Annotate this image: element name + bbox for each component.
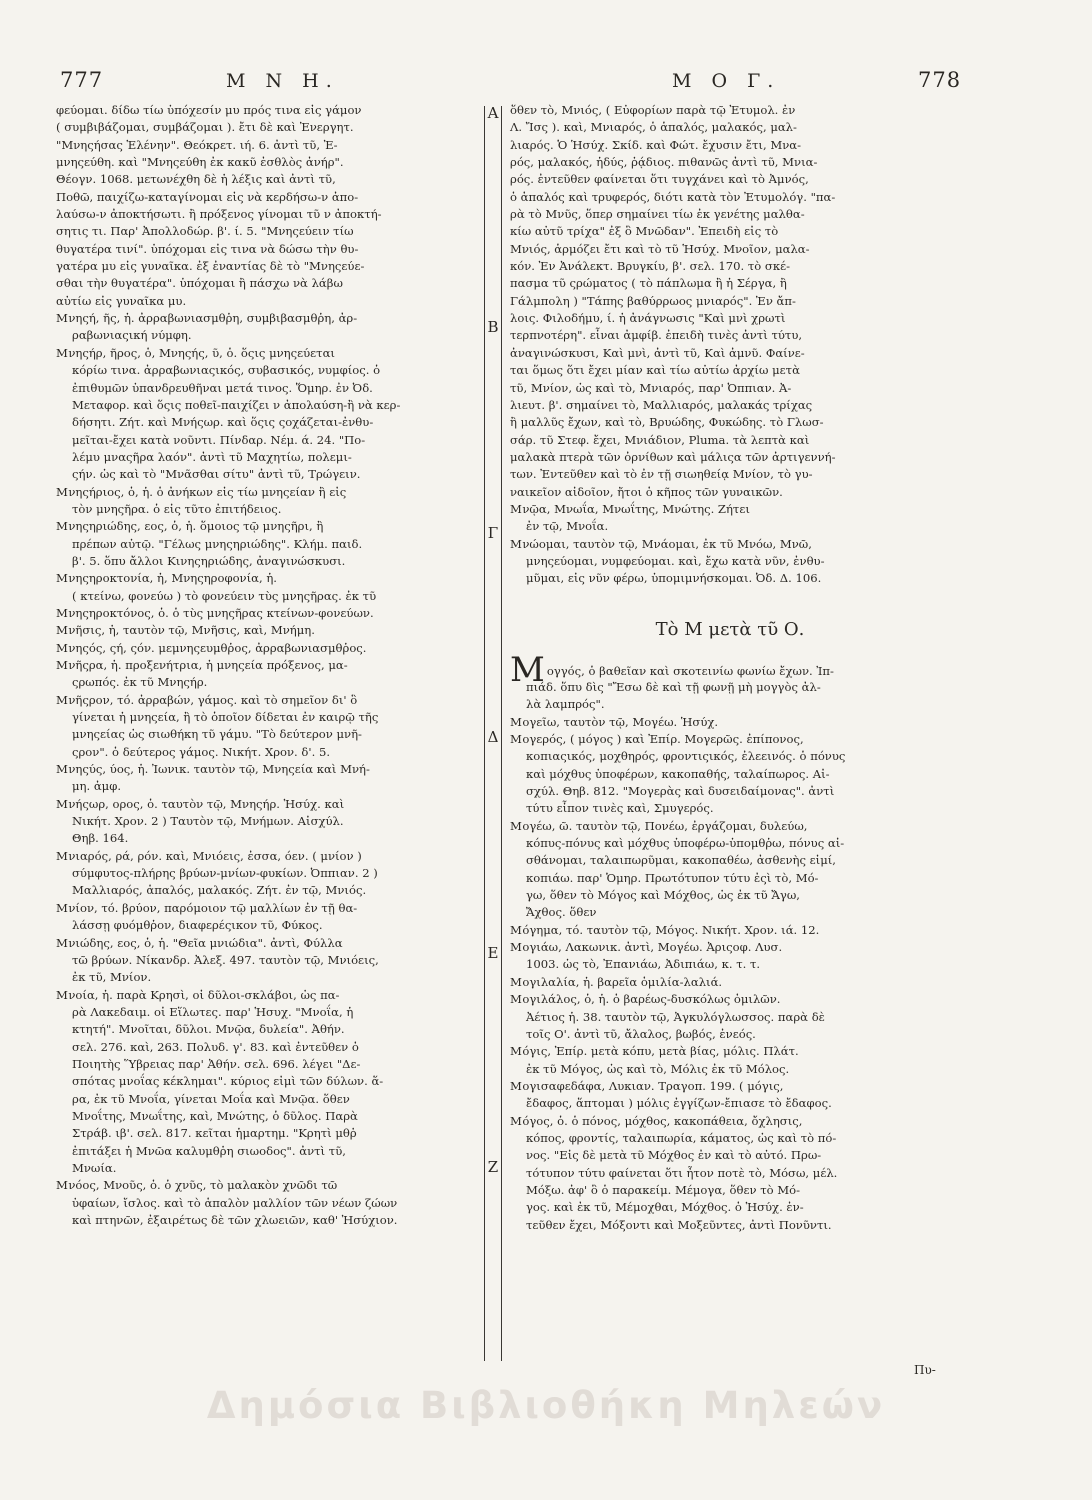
text-line: ρα, ἐκ τῦ Μνοΐα, γίνεται Μοΐα καὶ Μνῷα. ὅθεν (72, 1091, 350, 1106)
text-line: ρός. ἐντεῦθεν φαίνεται ὅτι τυγχάνει καὶ τὸ Ἀμνός, (510, 172, 809, 187)
text-line: αὐτίω εἰς γυναῖκα μυ. (56, 293, 187, 308)
text-line: γίνεται ἡ μνηςεία, ἢ τὸ ὁποῖον δίδεται ἐν καιρῷ τῆς (72, 710, 379, 725)
text-line: κόπος, φροντίς, ταλαιπωρία, κάματος, ὡς καὶ τὸ πό- (526, 1130, 837, 1145)
text-line: Νικήτ. Χρον. 2 ) Ταυτὸν τῷ, Μνήμων. Αἰσχύλ. (72, 814, 344, 829)
column-rule-right (501, 106, 502, 1361)
text-line: ( κτείνω, φονεύω ) τὸ φονεύειν τὺς μνηςῆρας. ἐκ τῦ (72, 588, 377, 603)
section-mark-zeta: Ζ (487, 1158, 499, 1176)
text-line: τερπνοτέρη". εἶναι ἀμφίβ. ἐπειδὴ τινὲς ἀντὶ τύτυ, (510, 328, 803, 343)
text-line: λοις. Φιλοδήμυ, ί. ἡ ἀνάγνωσις "Καὶ μνὶ χρωτὶ (510, 311, 786, 326)
text-line: σελ. 276. καὶ, 263. Πολυδ. γ'. 83. καὶ ἐντεῦθεν ὁ (72, 1039, 359, 1054)
text-line: μαλακὰ πτερὰ τῶν ὀρνίθων καὶ μάλιςα τῶν ἀρτιγεννή- (510, 449, 836, 464)
text-line: ἔδαφος, ἅπτομαι ) μόλις ἐγγίζων-ἔπιασε τὸ ἔδαφος. (526, 1096, 832, 1111)
text-line: των. Ἐντεῦθεν καὶ τὸ ἐν τῇ σιωηθείᾳ Μνίον, τὸ γυ- (510, 467, 813, 482)
right-running-head: Μ Ο Γ. (672, 70, 781, 92)
text-line: Μνοΐτης, Μνωΐτης, καὶ, Μνώτης, ὁ δῦλος. Παρὰ (72, 1108, 358, 1123)
text-line: κόν. Ἐν Ἀνάλεκτ. Βρυγκίυ, β'. σελ. 170. τὸ σκέ- (510, 259, 790, 274)
text-line: θυγατέρα τινί". ὑπόχομαι εἰς τινα νὰ δώσω τὴν θυ- (56, 241, 359, 256)
entry-headword-line: Μογγός, ὁ βαθεῖαν καὶ σκοτεινίω φωνίω ἔχων. Ἰπ- (510, 649, 834, 690)
text-line: γατέρα μυ εἰς γυναῖκα. ἐξ ἐναντίας δὲ τὸ "Μνηςεύε- (56, 259, 365, 274)
text-line: γος. καὶ ἐκ τῦ, Μέμοχθαι, Μόχθος. ὁ Ἡσύχ. ἐν- (526, 1200, 804, 1215)
section-mark-gamma: Γ (487, 524, 499, 542)
text-line: μεῖται-ἔχει κατὰ νοῦντι. Πίνδαρ. Νέμ. ά. 24. "Πο- (72, 432, 366, 447)
text-line: ςρον". ὁ δεύτερος γάμος. Νικήτ. Χρον. δ'. 5. (72, 744, 331, 759)
text-line: ὁ ἁπαλός καὶ τρυφερός, διότι κατὰ τὸν Ἐτυμολόγ. "πα- (510, 189, 836, 204)
entry-headword-line: Μνώομαι, ταυτὸν τῷ, Μνάομαι, ἐκ τῦ Μνόω, Μνῶ, (510, 536, 812, 551)
text-line: λιαρός. Ὁ Ἡσύχ. Σκίδ. καὶ Φώτ. ἔχυσιν ἔτι, Μνα- (510, 137, 801, 152)
section-heading: Τὸ Μ μετὰ τῦ Ο. (655, 618, 805, 640)
text-line: λάσσῃ φυόμθῥον, διαφερέςικον τῦ, Φύκος. (72, 918, 323, 933)
text-line: καὶ μόχθυς ὑποφέρων, κακοπαθής, ταλαίπωρος. Αἰ- (526, 766, 830, 781)
entry-headword-line: Μνηςή, ῆς, ἡ. ἀρραβωνιασμθῥη, συμβιβασμθῥη, ἀρ- (56, 311, 358, 326)
text-line: πρέπων αὐτῷ. "Γέλως μνηςηριώδης". Κλήμ. παιδ. (72, 536, 363, 551)
library-watermark: Δημόσια Βιβλιοθήκη Μηλεών (206, 1384, 886, 1427)
right-column (510, 102, 950, 1234)
text-line: ρὰ Λακεδαιμ. οἱ Εἵλωτες. παρ' Ἡσυχ. "Μνοΐα, ἡ (72, 1004, 354, 1019)
text-line: κοπιάω. παρ' Ὁμηρ. Πρωτότυπον τύτυ ἐςὶ τὸ, Μό- (526, 870, 819, 885)
text-line: γω, ὅθεν τὸ Μόγος καὶ Μόχθος, ὡς ἐκ τῦ Ἄγω, (526, 888, 800, 903)
text-line: λέμυ μναςῆρα λαόν". ἀντὶ τῦ Μαχητίω, πολεμι- (72, 449, 352, 464)
entry-headword-line: Μνιώδης, εος, ὁ, ἡ. "Θεῖα μνιώδια". ἀντὶ, Φύλλα (56, 935, 343, 950)
text-line: τοῖς Ο'. ἀντὶ τῦ, ἄλαλος, βωβός, ἐνεός. (526, 1026, 756, 1041)
text-line: ςήν. ὡς καὶ τὸ "Μνᾶσθαι σίτυ" ἀντὶ τῦ, Τρώγειν. (72, 467, 361, 482)
text-line: ἀναγινώσκυσι, Καὶ μνὶ, ἀντὶ τῦ, Καὶ ἀμνῦ. Φαίνε- (510, 345, 805, 360)
text-line: μη. ἀμφ. (72, 779, 122, 794)
entry-headword-line: Μόγημα, τό. ταυτὸν τῷ, Μόγος. Νικήτ. Χρον. ιά. 12. (510, 922, 820, 937)
text-line: δήσητι. Ζήτ. καὶ Μνήςωρ. καὶ ὅςις ςοχάζεται-ἐνθυ- (72, 415, 374, 430)
entry-headword-line: Μνῆςρον, τό. ἀρραβών, γάμος. καὶ τὸ σημεῖον δι' ὃ (56, 692, 358, 707)
section-mark-delta: Δ (487, 728, 499, 746)
entry-headword-line: Μνῆσις, ἡ, ταυτὸν τῷ, Μνῆσις, καὶ, Μνήμη. (56, 623, 315, 638)
text-line: σύμφυτος-πλήρης βρύων-μνίων-φυκίων. Ὀππιαν. 2 ) (72, 866, 378, 881)
text-line: λαύσω-ν ἀποκτήσωτι. ἢ πρόξενος γίνομαι τῦ ν ἀποκτή- (56, 207, 382, 222)
text-line: ἢ μαλλῦς ἔχων, καὶ τὸ, Βρυώδης, Φυκώδης. τὸ Γλωσ- (510, 415, 824, 430)
text-line: ( συμβιβάζομαι, συμβάζομαι ). ἔτι δὲ καὶ Ἐνεργητ. (56, 120, 354, 135)
entry-headword-line: Μνηςήριος, ὁ, ἡ. ὁ ἀνήκων εἰς τίω μνηςείαν ἢ εἰς (56, 484, 347, 499)
text-line: Θέογν. 1068. μετωνέχθη δὲ ἡ λέξις καὶ ἀντὶ τῦ, (56, 172, 336, 187)
text-line: Ποθῶ, παιχίζω-καταγίνομαι εἰς νὰ κερδήσω-ν ἀπο- (56, 189, 359, 204)
entry-headword-line: Μόγις, Ἐπίρ. μετὰ κόπυ, μετὰ βίας, μόλις. Πλάτ. (510, 1044, 799, 1059)
text-line: Λ. Ἴσς ). καὶ, Μνιαρός, ὁ ἁπαλός, μαλακός, μαλ- (510, 120, 797, 135)
entry-headword-line: Μνηςήρ, ῆρος, ὁ, Μνηςής, ῦ, ὁ. ὅςις μνηςεύεται (56, 345, 335, 360)
text-line: σητις τι. Παρ' Ἀπολλοδώρ. β'. ί. 5. "Μνηςεύειν τίω (56, 224, 354, 239)
entry-headword-line: Μνίον, τό. βρύον, παρόμοιον τῷ μαλλίων ἐν τῇ θα- (56, 900, 358, 915)
entry-headword-line: Μνηςύς, ύος, ἡ. Ἰωνικ. ταυτὸν τῷ, Μνηςεία καὶ Μνή- (56, 762, 370, 777)
entry-headword-line: Μνῷα, Μνωΐα, Μνωΐτης, Μνώτης. Ζήτει (510, 501, 750, 516)
text-line: "Μνηςήσας Ἑλένην". Θεόκρετ. ιή. 6. ἀντὶ τῦ, Ἐ- (56, 137, 338, 152)
text-line: ἐκ τῦ, Μνίον. (72, 970, 152, 985)
section-mark-alpha: Α (487, 104, 499, 122)
entry-headword-line: Μνῆςρα, ἡ. προξενήτρια, ἡ μνηςεία πρόξενος, μα- (56, 658, 348, 672)
drop-cap-letter: Μ (510, 649, 545, 690)
entry-headword-line: Μνόος, Μνοῦς, ὁ. ὁ χνῦς, τὸ μαλακὸν χνῶδι τῶ (56, 1178, 338, 1193)
text-line: τῦ, Μνίον, ὡς καὶ τὸ, Μνιαρός, παρ' Ὀππιαν. Ἀ- (510, 380, 792, 395)
text-line: Ἀέτιος ἡ. 38. ταυτὸν τῷ, Ἀγκυλόγλωσσος. παρὰ δὲ (526, 1009, 825, 1024)
text-line: σάρ. τῦ Στεφ. ἔχει, Μνιάδιον, Pluma. τὰ λεπτὰ καὶ (510, 432, 810, 447)
text-line: σπότας μνοΐας κέκλημαι". κύριος εἰμὶ τῶν δύλων. ἅ- (72, 1074, 384, 1089)
text-line: Ποιητὴς Ὕβρειας παρ' Ἀθήν. σελ. 696. λέγει "Δε- (72, 1056, 361, 1071)
entry-headword-line: Μογιλάλος, ὁ, ἡ. ὁ βαρέως-δυσκόλως ὁμιλῶν. (510, 992, 781, 1007)
text-line: Μνωία. (72, 1160, 117, 1175)
text-line: κίω αὐτῦ τρίχα" ἐξ ὃ Μνῶδαν". Ἐπειδὴ εἰς τὸ (510, 224, 779, 239)
text-line: Ἄχθος. ὅθεν (526, 905, 597, 920)
text-line: σχύλ. Θηβ. 812. "Μογερὰς καὶ δυσειδαίμονας". ἀντὶ (526, 784, 835, 799)
entry-headword-line: Μόγος, ὁ. ὁ πόνος, μόχθος, κακοπάθεια, ὄχλησις, (510, 1113, 803, 1128)
text-line: ὑφαίων, ἴσλος. καὶ τὸ ἁπαλὸν μαλλίον τῶν νέων ζώων (72, 1195, 398, 1210)
text-line: Στράβ. ιβ'. σελ. 817. κεῖται ἡμαρτημ. "Κρητὶ μθῥ (72, 1126, 357, 1141)
left-page-number: 777 (60, 68, 104, 92)
right-page-number: 778 (918, 68, 962, 92)
text-line: Μαλλιαρός, ἁπαλός, μαλακός. Ζήτ. ἐν τῷ, Μνιός. (72, 883, 367, 898)
text-line: 1003. ὡς τὸ, Ἐπανιάω, Ἀδιπιάω, κ. τ. τ. (526, 957, 761, 972)
text-line: τεῦθεν ἔχει, Μόξοντι καὶ Μοξεῦντες, ἀντὶ Πονῦντι. (526, 1217, 832, 1232)
text-line: κόρίω τινα. ἀρραβωνιαςικός, συβασικός, νυμφίος. ὁ (72, 363, 381, 378)
text-line: β'. 5. ὅπυ ἄλλοι Κινηςηριώδης, ἀναγινώσκυσι. (72, 553, 346, 568)
text-line: κτητή". Μνοῖται, δῦλοι. Μνῷα, δυλεία". Ἀθήν. (72, 1022, 345, 1037)
section-mark-beta: Β (487, 318, 499, 336)
text-line: ρὰ τὸ Μνῦς, ὅπερ σημαίνει τίω ἐκ γενέτης μαλθα- (510, 207, 805, 222)
text-line: νος. "Εἰς δὲ μετὰ τῦ Μόχθος ἐν καὶ τὸ αὐτό. Πρω- (526, 1148, 822, 1163)
text-line: Μεταφορ. καὶ ὅςις ποθεῖ-παιχίζει ν ἀπολαύση-ἢ νὰ κερ- (72, 397, 401, 412)
text-line: μνηςείας ὡς σιωθήκη τῦ γάμυ. "Τὸ δεύτερον μνῆ- (72, 727, 362, 742)
entry-headword-line: Μογιλαλία, ἡ. βαρεῖα ὁμιλία-λαλιά. (510, 974, 723, 989)
text-line: τύτυ εἶπον τινὲς καὶ, Σμυγερός. (526, 801, 714, 816)
text-line: ςρωπός. ἐκ τῦ Μνηςήρ. (72, 675, 208, 690)
text-line: πιάδ. ὅπυ δὶς "Ἔσω δὲ καὶ τῇ φωνῇ μὴ μογγὸς ἀλ- (526, 679, 821, 694)
left-running-head: Μ Ν Η. (226, 70, 339, 92)
text-line: λιευτ. β'. σημαίνει τὸ, Μαλλιαρός, μαλακάς τρίχας (510, 397, 813, 412)
text-line: σθαι τὴν θυγατέρα". ὑπόχομαι ἢ πάσχω νὰ λάβω (56, 276, 343, 291)
text-line: ραβωνιαςική νύμφη. (72, 328, 192, 343)
text-line: ρός, μαλακός, ἡδύς, ῥᾴδιος. πιθανῶς ἀντὶ τῦ, Μνια- (510, 155, 818, 170)
entry-headword-line: Μογερός, ( μόγος ) καὶ Ἐπίρ. Μογερῶς. ἐπίπονος, (510, 732, 804, 746)
entry-headword-line: Μνηςός, ςή, ςόν. μεμνηςευμθῥος, ἀρραβωνιασμθῥος. (56, 640, 367, 655)
text-line: μνηςεύθη. καὶ "Μνηςεύθη ἐκ κακῦ ἐσθλὸς ἀνήρ". (56, 155, 344, 170)
entry-headword-line: Μνιαρός, ρά, ρόν. καὶ, Μνιόεις, ἐσσα, όεν. ( μνίον ) (56, 848, 362, 863)
text-line: ἐπιτάξει ἡ Μνῶα καλυμθῥη σιωοδος". ἀντὶ τῦ, (72, 1143, 346, 1158)
text-line: Θηβ. 164. (72, 831, 129, 846)
text-line: σθάνομαι, ταλαιπωρῦμαι, κακοπαθέω, ἀσθενὴς εἰμί, (526, 853, 836, 868)
text-line: μῦμαι, εἰς νῦν φέρω, ὑπομιμνήσκομαι. Ὀδ. Δ. 106. (526, 571, 822, 586)
text-line: τότυπον τύτυ φαίνεται ὅτι ἦτον ποτὲ τὸ, Μόσω, μέλ. (526, 1165, 838, 1180)
text-line: τὸν μνηςῆρα. ὁ εἰς τῦτο ἐπιτήδειος. (72, 501, 282, 516)
entry-headword-line: Μογέω, ῶ. ταυτὸν τῷ, Πονέω, ἐργάζομαι, δυλεύω, (510, 818, 808, 833)
text-line: τῶ βρύων. Νίκανδρ. Ἀλεξ. 497. ταυτὸν τῷ, Μνιόεις, (72, 952, 379, 967)
text-line: πασμα τῦ ςρώματος ( τὸ πάπλωμα ἢ ἡ Σέργα, ἢ (510, 276, 787, 291)
text-line: ἐν τῷ, Μνοΐα. (526, 519, 609, 534)
text-line: Γάλμπολη ) "Τάπης βαθύρρωος μνιαρός". Ἐν ἄπ- (510, 293, 796, 308)
text-line: φεύομαι. δίδω τίω ὑπόχεσίν μυ πρός τινα εἰς γάμον (56, 103, 362, 117)
text-line: κόπυς-πόνυς καὶ μόχθυς ὑποφέρω-ὑπομθῥω, πόνυς αἰ- (526, 836, 845, 851)
entry-headword-line: Μογιάω, Λακωνικ. ἀντὶ, Μογέω. Ἀριςοφ. Λυσ. (510, 940, 783, 955)
text-line: καὶ πτηνῶν, ἐξαιρέτως δὲ τῶν χλωειῶν, καθ' Ἡσύχιον. (72, 1213, 398, 1227)
text-line: ἐπιθυμῶν ὑπανδρευθῆναι μετά τινος. Ὅμηρ. ἐν Ὀδ. (72, 380, 373, 395)
column-rule-left (484, 106, 485, 1361)
text-line: μνηςεύομαι, νυμφεύομαι. καὶ, ἔχω κατὰ νῦν, ἐνθυ- (526, 553, 825, 568)
section-mark-epsilon: Ε (487, 944, 499, 962)
entry-headword-line: Μνοία, ἡ. παρὰ Κρησὶ, οἱ δῦλοι-σκλάβοι, ὡς πα- (56, 987, 340, 1002)
text-line: λὰ λαμπρός". (526, 697, 605, 712)
entry-headword-line: Μνήςωρ, ορος, ὁ. ταυτὸν τῷ, Μνηςήρ. Ἡσύχ. καὶ (56, 796, 345, 811)
text-line: ὅθεν τὸ, Μνιός, ( Εὐφορίων παρὰ τῷ Ἐτυμολ. ἐν (510, 103, 796, 117)
entry-headword-line: Μνηςηροκτονία, ἡ, Μνηςηροφονία, ἡ. (56, 571, 277, 586)
text-line: Μόξω. ἀφ' ὃ ὁ παρακείμ. Μέμογα, ὅθεν τὸ Μό- (526, 1182, 801, 1197)
text-line: Μνιός, ἁρμόζει ἔτι καὶ τὸ τῦ Ἡσύχ. Μνοῖον, μαλα- (510, 241, 810, 256)
text-line: ἐκ τῦ Μόγος, ὡς καὶ τὸ, Μόλις ἐκ τῦ Μόλος. (526, 1061, 790, 1076)
text-line: κοπιαςικός, μοχθηρός, φροντιςικός, ἐλεεινός. ὁ πόνυς (526, 749, 846, 764)
left-column (56, 102, 482, 1229)
catchword: Πυ- (914, 1363, 936, 1377)
entry-headword-line: Μογισαφεδάφα, Λυκιαν. Τραγοπ. 199. ( μόγις, (510, 1078, 784, 1093)
entry-headword-line: Μνηςηριώδης, εος, ὁ, ἡ. ὅμοιος τῷ μνηςῆρι, ἢ (56, 519, 324, 534)
entry-headword-line: Μογεῖω, ταυτὸν τῷ, Μογέω. Ἡσύχ. (510, 714, 719, 729)
text-line: ναικεῖον αἰδοῖον, ἤτοι ὁ κῆπος τῶν γυναικῶν. (510, 484, 783, 499)
entry-headword-line: Μνηςηροκτόνος, ὁ. ὁ τὺς μνηςῆρας κτείνων-φονεύων. (56, 605, 374, 620)
text-line: ται ὅμως ὅτι ἔχει μίαν καὶ τίω αὐτίω ἀρχίω μετὰ (510, 363, 800, 378)
